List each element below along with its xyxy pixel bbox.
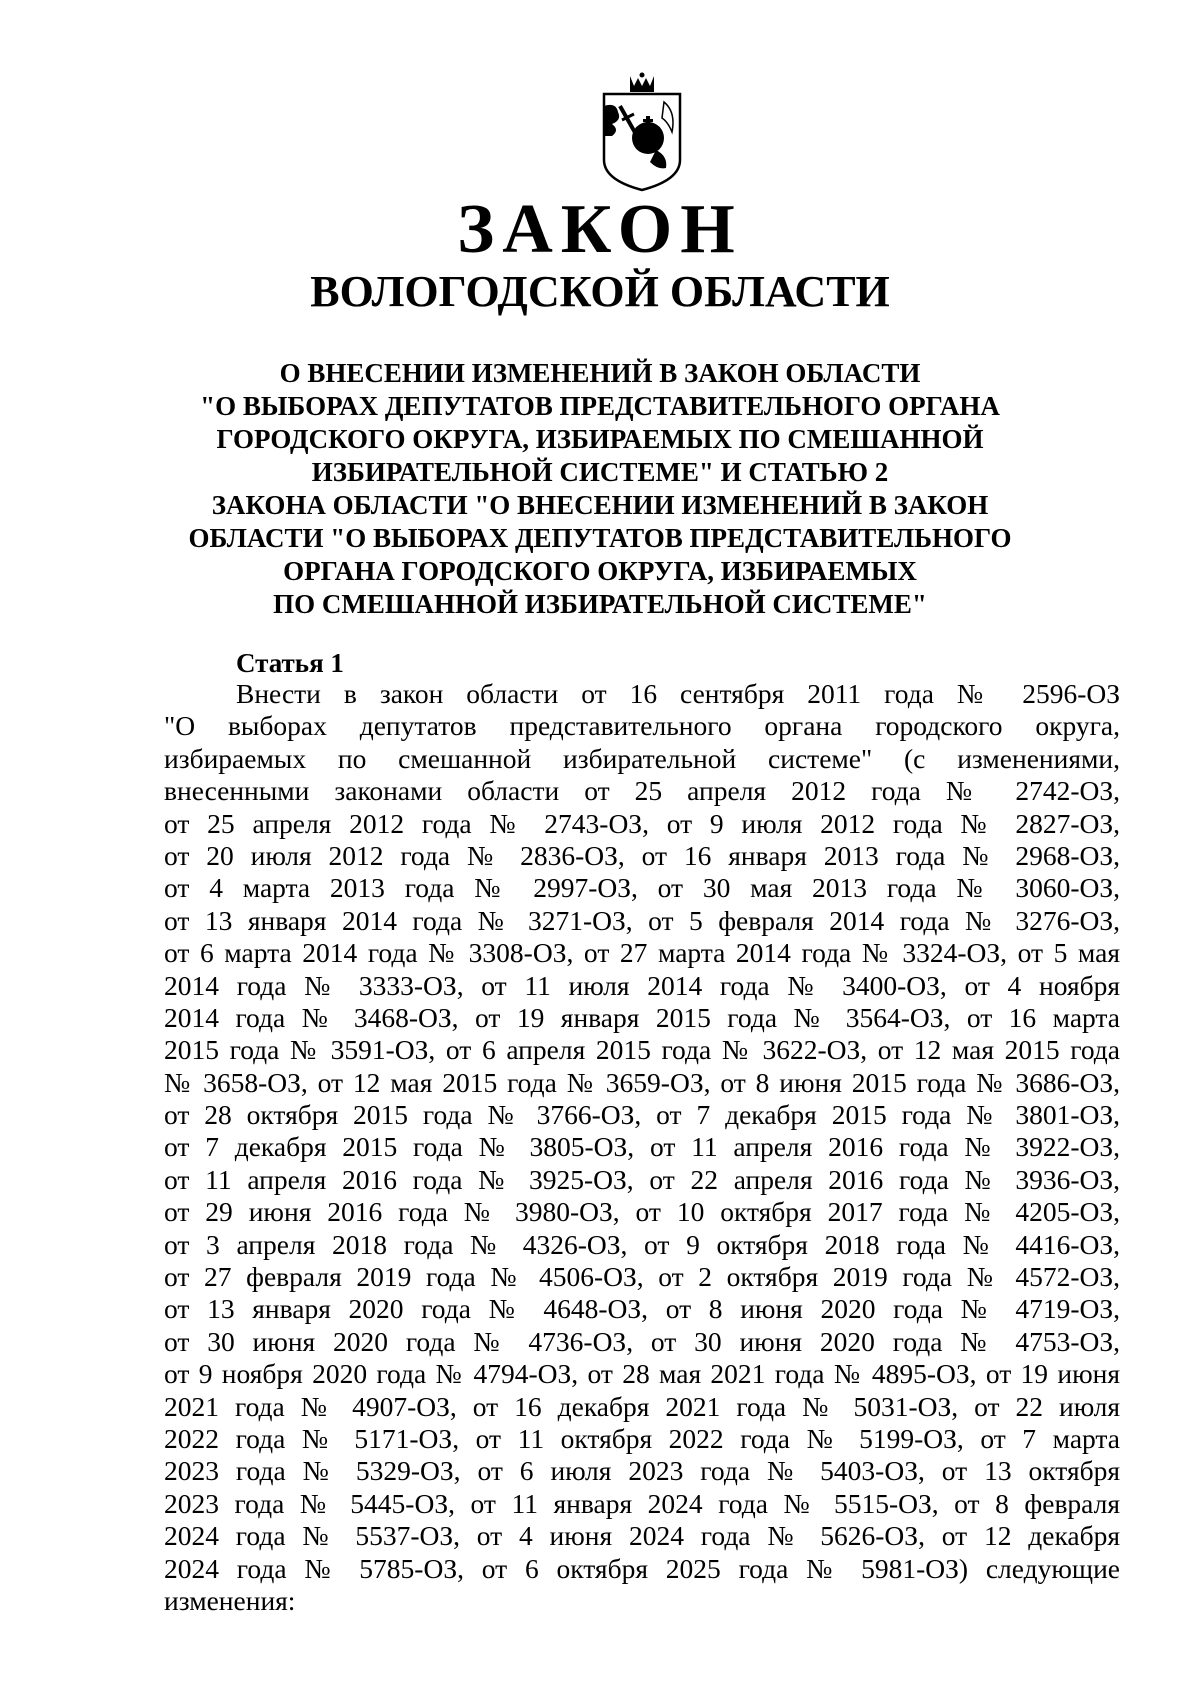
body-line: от 3 апреля 2018 года № 4326-ОЗ, от 9 октября 2018 года № 4416-ОЗ, — [164, 1228, 1120, 1260]
body-line: 2022 года № 5171-ОЗ, от 11 октября 2022 года № 5199-ОЗ, от 7 марта — [164, 1422, 1120, 1454]
body-line: от 13 января 2020 года № 4648-ОЗ, от 8 июня 2020 года № 4719-ОЗ, — [164, 1293, 1120, 1325]
body-line: от 4 марта 2013 года № 2997-ОЗ, от 30 мая 2013 года № 3060-ОЗ, — [164, 872, 1120, 904]
subject-line: ОРГАНА ГОРОДСКОГО ОКРУГА, ИЗБИРАЕМЫХ — [283, 556, 917, 586]
coat-of-arms-emblem — [598, 72, 686, 192]
body-line: от 20 июля 2012 года № 2836-ОЗ, от 16 января 2013 года № 2968-ОЗ, — [164, 839, 1120, 871]
document-title: ЗАКОН — [457, 191, 743, 268]
subject-line: ПО СМЕШАННОЙ ИЗБИРАТЕЛЬНОЙ СИСТЕМЕ" — [273, 589, 927, 619]
body-line: 2014 года № 3333-ОЗ, от 11 июля 2014 года № 3400-ОЗ, от 4 ноября — [164, 969, 1120, 1001]
body-line: избираемых по смешанной избирательной системе" (с изменениями, — [164, 742, 1120, 774]
body-line: внесенными законами области от 25 апреля 2012 года № 2742-ОЗ, — [164, 775, 1120, 807]
subject-line: О ВНЕСЕНИИ ИЗМЕНЕНИЙ В ЗАКОН ОБЛАСТИ — [279, 358, 921, 388]
body-line: от 29 июня 2016 года № 3980-ОЗ, от 10 октября 2017 года № 4205-ОЗ, — [164, 1196, 1120, 1228]
body-line: от 11 апреля 2016 года № 3925-ОЗ, от 22 апреля 2016 года № 3936-ОЗ, — [164, 1163, 1120, 1195]
body-line: от 13 января 2014 года № 3271-ОЗ, от 5 февраля 2014 года № 3276-ОЗ, — [164, 904, 1120, 936]
subject-line: "О ВЫБОРАХ ДЕПУТАТОВ ПРЕДСТАВИТЕЛЬНОГО ОРГАНА — [200, 391, 1000, 421]
document-subject — [150, 357, 1050, 621]
body-line: от 30 июня 2020 года № 4736-ОЗ, от 30 июня 2020 года № 4753-ОЗ, — [164, 1325, 1120, 1357]
body-line: 2023 года № 5329-ОЗ, от 6 июля 2023 года № 5403-ОЗ, от 13 октября — [164, 1455, 1120, 1487]
body-line: от 9 ноября 2020 года № 4794-ОЗ, от 28 мая 2021 года № 4895-ОЗ, от 19 июня — [164, 1358, 1120, 1390]
body-line: изменения: — [164, 1584, 296, 1616]
article-heading: Статья 1 — [236, 648, 344, 678]
body-line: от 7 декабря 2015 года № 3805-ОЗ, от 11 апреля 2016 года № 3922-ОЗ, — [164, 1131, 1120, 1163]
body-line: 2024 года № 5537-ОЗ, от 4 июня 2024 года № 5626-ОЗ, от 12 декабря — [164, 1520, 1120, 1552]
body-line: от 28 октября 2015 года № 3766-ОЗ, от 7 декабря 2015 года № 3801-ОЗ, — [164, 1099, 1120, 1131]
subject-line: ИЗБИРАТЕЛЬНОЙ СИСТЕМЕ" И СТАТЬЮ 2 — [311, 457, 889, 487]
body-line: № 3658-ОЗ, от 12 мая 2015 года № 3659-ОЗ, от 8 июня 2015 года № 3686-ОЗ, — [164, 1066, 1120, 1098]
body-line: "О выборах депутатов представительного органа городского округа, — [164, 710, 1120, 742]
body-line: Внести в закон области от 16 сентября 2011 года № 2596-ОЗ — [236, 678, 1120, 709]
body-line: 2021 года № 4907-ОЗ, от 16 декабря 2021 года № 5031-ОЗ, от 22 июля — [164, 1390, 1120, 1422]
subject-line: ОБЛАСТИ "О ВЫБОРАХ ДЕПУТАТОВ ПРЕДСТАВИТЕЛЬНОГО — [188, 523, 1012, 553]
body-line: 2024 года № 5785-ОЗ, от 6 октября 2025 года № 5981-ОЗ) следующие — [164, 1552, 1120, 1584]
body-line: от 27 февраля 2019 года № 4506-ОЗ, от 2 октября 2019 года № 4572-ОЗ, — [164, 1261, 1120, 1293]
subject-line: ГОРОДСКОГО ОКРУГА, ИЗБИРАЕМЫХ ПО СМЕШАННОЙ — [216, 424, 984, 454]
body-line: от 6 марта 2014 года № 3308-ОЗ, от 27 марта 2014 года № 3324-ОЗ, от 5 мая — [164, 937, 1120, 969]
body-line: 2015 года № 3591-ОЗ, от 6 апреля 2015 года № 3622-ОЗ, от 12 мая 2015 года — [164, 1034, 1120, 1066]
body-line: 2014 года № 3468-ОЗ, от 19 января 2015 года № 3564-ОЗ, от 16 марта — [164, 1001, 1120, 1033]
body-line: 2023 года № 5445-ОЗ, от 11 января 2024 года № 5515-ОЗ, от 8 февраля — [164, 1487, 1120, 1519]
body-line: от 25 апреля 2012 года № 2743-ОЗ, от 9 июля 2012 года № 2827-ОЗ, — [164, 807, 1120, 839]
document-region: ВОЛОГОДСКОЙ ОБЛАСТИ — [310, 267, 890, 316]
article-body — [164, 678, 1120, 1617]
subject-line: ЗАКОНА ОБЛАСТИ "О ВНЕСЕНИИ ИЗМЕНЕНИЙ В ЗАКОН — [211, 490, 989, 520]
